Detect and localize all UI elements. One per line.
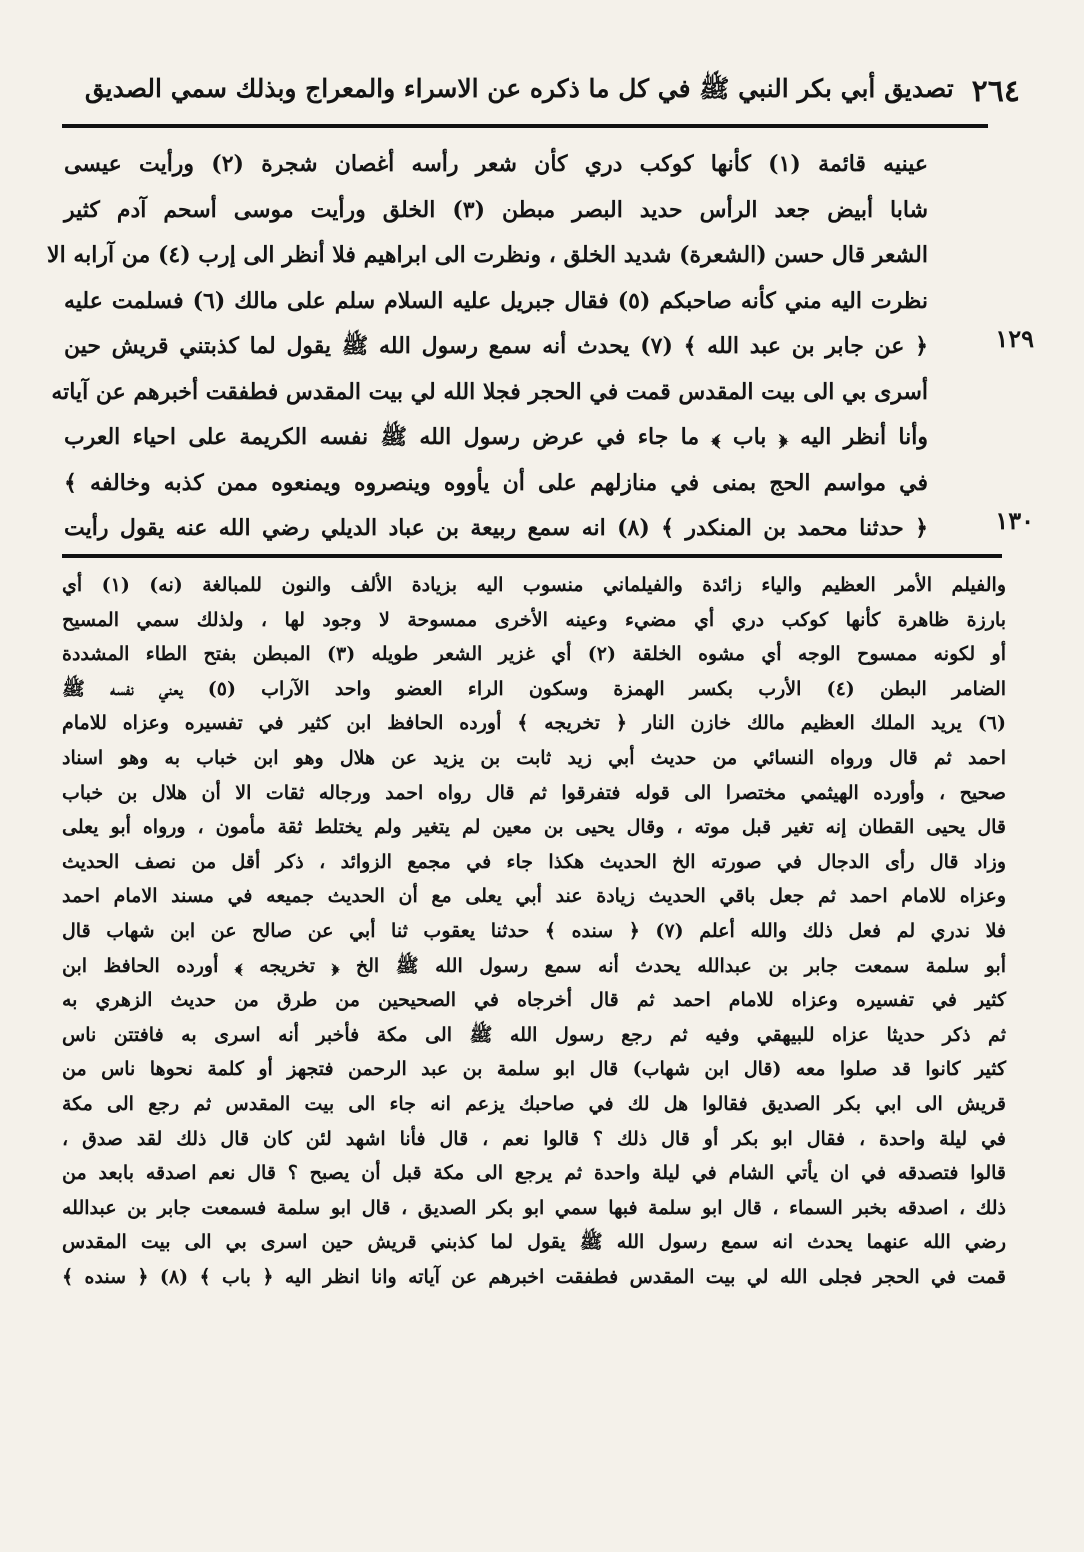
commentary-line: في ليلة واحدة ، فقال ابو بكر أو قال ذلك ؟ قالوا نعم ، قال فأنا اشهد لئن كان قال ذلك لقد صدق ، — [62, 1127, 1006, 1150]
commentary-line: أبو سلمة سمعت جابر بن عبدالله يحدث أنه سمع رسول الله ﷺ الخ ﴿ تخريجه ﴾ أورده الحافظ ابن — [62, 954, 1006, 977]
main-text-line: نظرت اليه مني كأنه صاحبكم (٥) فقال جبريل عليه السلام سلم على مالك (٦) فسلمت عليه — [64, 287, 928, 314]
commentary-divider — [62, 554, 1002, 558]
commentary-footnotes — [62, 568, 1006, 1294]
commentary-line: قريش الى ابي بكر الصديق فقالوا هل لك في صاحبك يزعم انه جاء الى بيت المقدس ثم رجع الى مكة — [62, 1092, 1006, 1115]
commentary-line: قالوا فتصدقه في ان يأتي الشام في ليلة واحدة ثم يرجع الى مكة قبل أن يصبح ؟ قال نعم اصدقه بابعد من — [62, 1162, 1006, 1185]
main-text-line: شابا أبيض جعد الرأس حديد البصر مبطن (٣) الخلق ورأيت موسى أسحم آدم كثير — [64, 196, 929, 223]
main-text-line: عينيه قائمة (١) كأنها كوكب دري كأن شعر رأسه أغصان شجرة (٢) ورأيت عيسى — [64, 151, 929, 177]
main-text-line: ﴿ عن جابر بن عبد الله ﴾ (٧) يحدث أنه سمع رسول الله ﷺ يقول لما كذبتني قريش حين — [64, 333, 928, 359]
hadith-number: ١٢٩ — [995, 324, 1034, 353]
commentary-line: أو لكونه ممسوح الوجه أي مشوه الخلقة (٢) أي غزير الشعر طويله (٣) المبطن بفتح الطاء المشددة — [62, 643, 1007, 666]
commentary-line: قال يحيى القطان إنه تغير قبل موته ، وقال يحيى بن معين لم يتغير ولم يختلط ثقة مأمون ، ورواه أبو يعلى — [62, 816, 1006, 839]
main-text-line: في مواسم الحج بمنى في منازلهم على أن يأووه وينصروه ويمنعوه ممن كذبه وخالفه ﴾ — [64, 469, 928, 496]
page-header — [60, 62, 1020, 120]
commentary-line: بارزة ظاهرة كأنها كوكب دري أي مضيء وعينه الأخرى ممسوحة لا وجود لها ، ولذلك سمي المسيح — [62, 608, 1006, 631]
header-rule — [62, 124, 988, 128]
commentary-line: وعزاه للامام احمد ثم جعل باقي الحديث زيادة عند أبي يعلى مع أن الحديث جميعه في مسند الامام احمد — [62, 885, 1006, 908]
page-number: ٢٦٤ — [971, 73, 1020, 109]
commentary-line: ذلك ، اصدقه بخبر السماء ، قال ابو سلمة فبها سمي ابو بكر الصديق ، قال ابو سلمة فسمعت جابر بن عبدالله — [62, 1196, 1006, 1219]
main-text-line: الشعر قال حسن (الشعرة) شديد الخلق ، ونظرت الى ابراهيم فلا أنظر الى إرب (٤) من آرابه الا — [47, 242, 928, 268]
commentary-line: صحيح ، وأورده الهيثمي مختصرا الى قوله فتفرقوا ثم قال رواه احمد ورجاله ثقات الا أن هلال بن خباب — [62, 781, 1006, 804]
commentary-line: والفيلم الأمر العظيم والياء زائدة والفيلماني منسوب اليه بزيادة الألف والنون للمبالغة (نه) (١) أي — [62, 574, 1006, 596]
running-title: تصديق أبي بكر النبي ﷺ في كل ما ذكره عن الاسراء والمعراج وبذلك سمي الصديق — [84, 73, 954, 103]
commentary-line: الضامر البطن (٤) الأرب بكسر الهمزة وسكون الراء العضو واحد الآراب (٥) يعني نفسه ﷺ — [62, 677, 1006, 700]
commentary-line: كثير كانوا قد صلوا معه (قال ابن شهاب) قال ابو سلمة بن عبد الرحمن فتجهز أو كلمة نحوها ناس من — [62, 1058, 1006, 1081]
commentary-line: وزاد قال رأى الدجال في صورته الخ الحديث هكذا جاء في مجمع الزوائد ، ذكر أقل من نصف الحديث — [62, 850, 1006, 873]
commentary-line: ثم ذكر حديثا عزاه للبيهقي وفيه ثم رجع رسول الله ﷺ الى مكة فأخبر أنه اسرى به فافتتن ناس — [62, 1023, 1006, 1046]
commentary-line: فلا ندري لم فعل ذلك والله أعلم (٧) ﴿ سنده ﴾ حدثنا يعقوب ثنا أبي عن صالح عن ابن شهاب قال — [62, 919, 1006, 942]
commentary-line: احمد ثم قال ورواه النسائي من حديث أبي زيد ثابت بن يزيد عن هلال وهو ابن خباب به وهو اسناد — [62, 746, 1006, 769]
commentary-line: قمت في الحجر فجلى الله لي بيت المقدس فطفقت اخبرهم عن آياته وانا انظر اليه ﴿ باب ﴾ (٨) ﴿ سنده ﴾ — [62, 1265, 1007, 1288]
commentary-line: رضي الله عنهما يحدث انه سمع رسول الله ﷺ يقول لما كذبني قريش حين اسرى بي الى بيت المقدس — [62, 1231, 1006, 1254]
main-text-line: أسرى بي الى بيت المقدس قمت في الحجر فجلا الله لي بيت المقدس فطفقت أخبرهم عن آياته — [51, 378, 928, 405]
hadith-number-margin — [932, 142, 1042, 552]
commentary-line: (٦) يريد الملك العظيم مالك خازن النار ﴿ تخريجه ﴾ أورده الحافظ ابن كثير في تفسيره وعزاه للامام — [62, 712, 1006, 735]
commentary-line: كثير في تفسيره وعزاه للامام احمد ثم قال أخرجاه في الصحيحين من طرق من حديث الزهري به — [62, 989, 1006, 1012]
main-text — [47, 142, 929, 552]
main-text-line: وأنا أنظر اليه ﴿ باب ﴾ ما جاء في عرض رسول الله ﷺ نفسه الكريمة على احياء العرب — [64, 424, 928, 450]
main-text-line: ﴿ حدثنا محمد بن المنكدر ﴾ (٨) انه سمع ربيعة بن عباد الديلي رضي الله عنه يقول رأيت — [64, 515, 929, 541]
hadith-number: ١٣٠ — [995, 506, 1034, 535]
